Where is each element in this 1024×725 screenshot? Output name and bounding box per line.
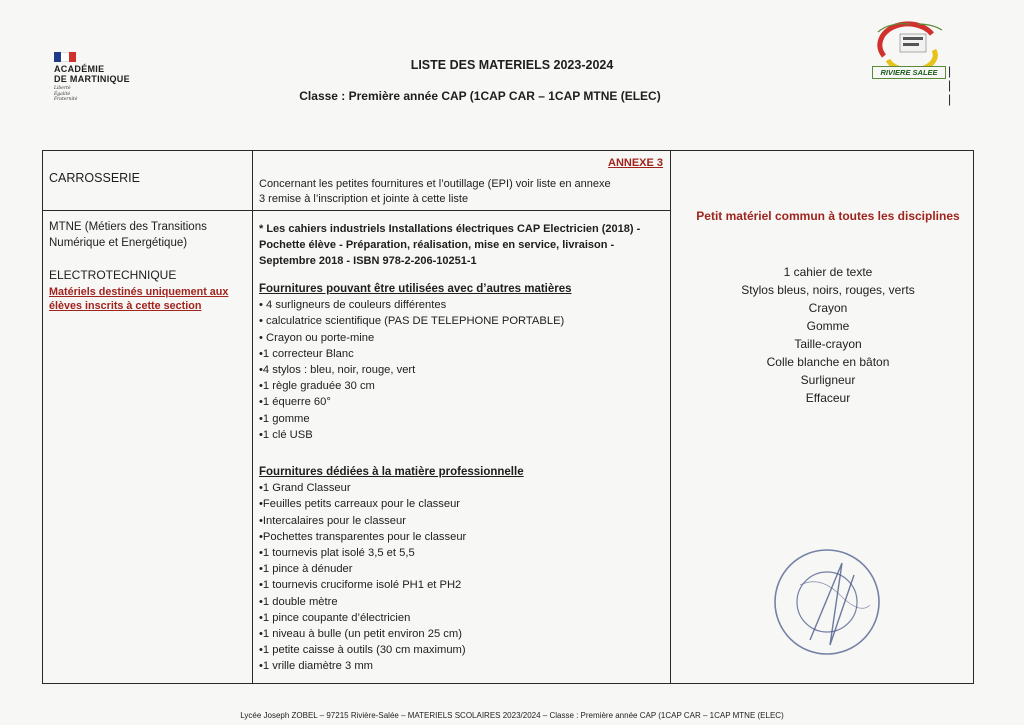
section2-list (259, 480, 524, 674)
stamp-seal-icon (770, 545, 885, 660)
list-item: •Feuilles petits carreaux pour le classeur (259, 498, 461, 511)
list-item: •1 pince coupante d’électricien (259, 611, 411, 624)
note-line2: élèves inscrits à cette section (49, 300, 202, 312)
list-item: Taille-crayon (794, 337, 862, 351)
motto-fraternite: Fraternité (54, 97, 78, 102)
cahiers-line1: * Les cahiers industriels Installations électriques CAP Electricien (2018) - (259, 223, 641, 235)
label-carrosserie: CARROSSERIE (49, 171, 140, 185)
table-divider-left (252, 151, 253, 683)
section1-title: Fournitures pouvant être utilisées avec d’autres matières (259, 283, 572, 295)
list-item: • calculatrice scientifique (PAS DE TELEPHONE PORTABLE) (259, 315, 565, 328)
section1-list (259, 297, 572, 443)
annexe-line1: Concernant les petites fournitures et l’outillage (EPI) voir liste en annexe (259, 178, 611, 190)
list-item: •1 pince à dénuder (259, 563, 353, 576)
annexe-text (259, 177, 611, 207)
list-item: Colle blanche en bâton (766, 355, 890, 369)
school-stamp (770, 545, 885, 660)
annexe-line2: 3 remise à l’inscription et jointe à cette liste (259, 193, 469, 205)
motto-liberte: Liberté (54, 86, 71, 91)
list-item: •1 petite caisse à outils (30 cm maximum) (259, 644, 466, 657)
school-logo (870, 20, 960, 106)
list-item: •1 équerre 60° (259, 396, 331, 409)
page-footer: Lycée Joseph ZOBEL – 97215 Rivière-Salée – MATERIELS SCOLAIRES 2023/2024 – Classe : Première année CAP (1CAP CAR – 1CAP MTNE (ELEC) (240, 711, 784, 720)
academy-line1: ACADÉMIE (54, 64, 105, 74)
list-item: • Crayon ou porte-mine (259, 331, 375, 344)
list-item: •Intercalaires pour le classeur (259, 514, 406, 527)
list-item: •4 stylos : bleu, noir, rouge, vert (259, 364, 416, 377)
school-logo-bars: | | | (948, 64, 953, 106)
cahiers-line3: Septembre 2018 - ISBN 978-2-206-10251-1 (259, 255, 477, 267)
section2-title: Fournitures dédiées à la matière professionnelle (259, 466, 524, 478)
academy-line2: DE MARTINIQUE (54, 74, 130, 84)
table-row-divider (43, 210, 671, 211)
list-item: •1 tournevis cruciforme isolé PH1 et PH2 (259, 579, 462, 592)
list-item: Surligneur (800, 373, 856, 387)
list-item: •1 gomme (259, 412, 310, 425)
table-divider-right (670, 151, 671, 683)
mtne-line1: MTNE (Métiers des Transitions (49, 221, 207, 233)
page-subtitle: Classe : Première année CAP (1CAP CAR – 1CAP MTNE (ELEC) (299, 89, 661, 103)
school-logo-icon (870, 20, 950, 66)
list-item: 1 cahier de texte (783, 265, 873, 279)
list-item: Effaceur (805, 391, 851, 405)
common-supplies-list (683, 263, 973, 407)
list-item: •Pochettes transparentes pour le classeur (259, 530, 467, 543)
list-item: •1 clé USB (259, 428, 313, 441)
annexe-label: ANNEXE 3 (608, 157, 664, 169)
list-item: •1 tournevis plat isolé 3,5 et 5,5 (259, 547, 415, 560)
mtne-line2: Numérique et Energétique) (49, 237, 188, 249)
note-line1: Matériels destinés uniquement aux (49, 286, 229, 298)
common-supplies-title: Petit matériel commun à toutes les disciplines (696, 209, 960, 223)
list-item: •1 Grand Classeur (259, 482, 351, 495)
cahiers-industriels (259, 221, 640, 269)
list-item: Crayon (808, 301, 848, 315)
list-item: •1 vrille diamètre 3 mm (259, 660, 373, 673)
section-note (49, 285, 228, 313)
list-item: Stylos bleus, noirs, rouges, verts (741, 283, 915, 297)
list-item: Gomme (806, 319, 850, 333)
list-item: •1 correcteur Blanc (259, 347, 354, 360)
page-title: LISTE DES MATERIELS 2023-2024 (410, 58, 614, 72)
section-general-supplies (259, 281, 572, 443)
list-item: •1 règle graduée 30 cm (259, 380, 375, 393)
list-item: •1 double mètre (259, 595, 338, 608)
motto-egalite: Égalité (54, 91, 71, 97)
section-professional-supplies (259, 464, 524, 675)
label-mtne (49, 219, 207, 251)
list-item: •1 niveau à bulle (un petit environ 25 cm) (259, 628, 462, 641)
label-electrotechnique: ELECTROTECHNIQUE (49, 268, 177, 282)
list-item: • 4 surligneurs de couleurs différentes (259, 299, 447, 312)
cahiers-line2: Pochette élève - Préparation, réalisation, mise en service, livraison - (259, 239, 615, 251)
school-logo-caption: RIVIERE SALEE (872, 66, 946, 79)
